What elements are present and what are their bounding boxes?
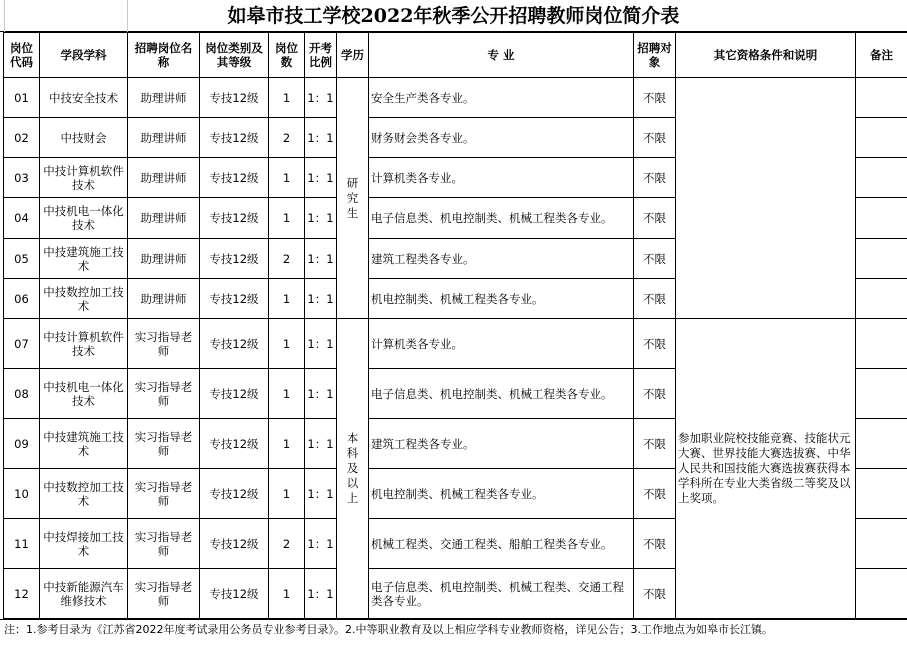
cell-ratio: 1：1 <box>305 319 337 369</box>
cell-subject: 中技计算机软件技术 <box>40 158 128 198</box>
cell-ratio: 1：1 <box>305 78 337 118</box>
cell-count: 1 <box>269 419 305 469</box>
cell-category: 专技12级 <box>200 118 269 158</box>
cell-category: 专技12级 <box>200 319 269 369</box>
cell-count: 1 <box>269 469 305 519</box>
cell-target: 不限 <box>634 158 676 198</box>
table-body <box>4 78 907 619</box>
cell-major: 计算机类各专业。 <box>369 319 634 369</box>
cell-count: 1 <box>269 198 305 239</box>
cell-remark <box>856 569 907 619</box>
cell-position: 助理讲师 <box>128 158 200 198</box>
cell-count: 2 <box>269 118 305 158</box>
header-ratio: 开考比例 <box>305 33 337 78</box>
cell-other-conditions <box>676 78 856 319</box>
table-row <box>4 319 907 369</box>
cell-category: 专技12级 <box>200 239 269 279</box>
cell-target: 不限 <box>634 78 676 118</box>
cell-subject: 中技建筑施工技术 <box>40 419 128 469</box>
cell-subject: 中技新能源汽车维修技术 <box>40 569 128 619</box>
cell-ratio: 1：1 <box>305 158 337 198</box>
cell-subject: 中技机电一体化技术 <box>40 198 128 239</box>
cell-major: 机械工程类、交通工程类、船舶工程类各专业。 <box>369 519 634 569</box>
cell-remark <box>856 78 907 118</box>
cell-subject: 中技数控加工技术 <box>40 279 128 319</box>
cell-other-conditions: 参加职业院校技能竞赛、技能状元大赛、世界技能大赛选拔赛、中华人民共和国技能大赛选拔赛获得本学科所在专业大类省级二等奖及以上奖项。 <box>676 319 856 619</box>
cell-position: 助理讲师 <box>128 279 200 319</box>
cell-target: 不限 <box>634 319 676 369</box>
cell-target: 不限 <box>634 198 676 239</box>
cell-ratio: 1：1 <box>305 419 337 469</box>
cell-education-group: 研究生 <box>337 78 369 319</box>
cell-count: 1 <box>269 279 305 319</box>
header-category: 岗位类别及其等级 <box>200 33 269 78</box>
cell-major: 建筑工程类各专业。 <box>369 419 634 469</box>
cell-remark <box>856 519 907 569</box>
cell-position: 助理讲师 <box>128 118 200 158</box>
cell-category: 专技12级 <box>200 158 269 198</box>
cell-remark <box>856 369 907 419</box>
cell-major: 安全生产类各专业。 <box>369 78 634 118</box>
cell-target: 不限 <box>634 469 676 519</box>
cell-remark <box>856 319 907 369</box>
header-remark: 备注 <box>856 33 907 78</box>
cell-position: 实习指导老师 <box>128 569 200 619</box>
cell-category: 专技12级 <box>200 198 269 239</box>
cell-remark <box>856 279 907 319</box>
cell-code: 11 <box>4 519 40 569</box>
cell-major: 电子信息类、机电控制类、机械工程类各专业。 <box>369 198 634 239</box>
cell-ratio: 1：1 <box>305 469 337 519</box>
cell-ratio: 1：1 <box>305 239 337 279</box>
cell-count: 2 <box>269 239 305 279</box>
cell-position: 实习指导老师 <box>128 319 200 369</box>
header-other: 其它资格条件和说明 <box>676 33 856 78</box>
cell-ratio: 1：1 <box>305 118 337 158</box>
cell-category: 专技12级 <box>200 369 269 419</box>
table-title: 如皋市技工学校2022年秋季公开招聘教师岗位简介表 <box>0 0 907 32</box>
cell-subject: 中技安全技术 <box>40 78 128 118</box>
cell-target: 不限 <box>634 419 676 469</box>
cell-category: 专技12级 <box>200 78 269 118</box>
cell-subject: 中技数控加工技术 <box>40 469 128 519</box>
cell-count: 2 <box>269 519 305 569</box>
header-code: 岗位代码 <box>4 33 40 78</box>
cell-code: 01 <box>4 78 40 118</box>
cell-position: 助理讲师 <box>128 198 200 239</box>
header-position: 招聘岗位名称 <box>128 33 200 78</box>
cell-target: 不限 <box>634 239 676 279</box>
footnote: 注：1.参考目录为《江苏省2022年度考试录用公务员专业参考目录》。2.中等职业教育及以上相应学科专业教师资格，详见公告；3.工作地点为如皋市长江镇。 <box>0 619 907 637</box>
cell-major: 电子信息类、机电控制类、机械工程类、交通工程类各专业。 <box>369 569 634 619</box>
cell-category: 专技12级 <box>200 419 269 469</box>
cell-count: 1 <box>269 369 305 419</box>
cell-ratio: 1：1 <box>305 198 337 239</box>
cell-target: 不限 <box>634 118 676 158</box>
cell-code: 03 <box>4 158 40 198</box>
cell-target: 不限 <box>634 279 676 319</box>
cell-code: 12 <box>4 569 40 619</box>
cell-code: 08 <box>4 369 40 419</box>
cell-major: 机电控制类、机械工程类各专业。 <box>369 469 634 519</box>
cell-category: 专技12级 <box>200 469 269 519</box>
header-education: 学历 <box>337 33 369 78</box>
cell-target: 不限 <box>634 519 676 569</box>
cell-major: 机电控制类、机械工程类各专业。 <box>369 279 634 319</box>
cell-category: 专技12级 <box>200 279 269 319</box>
cell-subject: 中技焊接加工技术 <box>40 519 128 569</box>
header-target: 招聘对象 <box>634 33 676 78</box>
cell-category: 专技12级 <box>200 519 269 569</box>
cell-subject: 中技机电一体化技术 <box>40 369 128 419</box>
cell-position: 实习指导老师 <box>128 369 200 419</box>
gridline <box>127 0 128 32</box>
cell-ratio: 1：1 <box>305 279 337 319</box>
cell-code: 05 <box>4 239 40 279</box>
cell-remark <box>856 118 907 158</box>
cell-code: 09 <box>4 419 40 469</box>
cell-subject: 中技计算机软件技术 <box>40 319 128 369</box>
cell-code: 06 <box>4 279 40 319</box>
cell-code: 07 <box>4 319 40 369</box>
cell-code: 10 <box>4 469 40 519</box>
cell-remark <box>856 419 907 469</box>
cell-position: 助理讲师 <box>128 239 200 279</box>
cell-target: 不限 <box>634 369 676 419</box>
cell-remark <box>856 198 907 239</box>
positions-table <box>3 32 907 619</box>
cell-code: 04 <box>4 198 40 239</box>
header-row <box>4 33 907 78</box>
cell-remark <box>856 469 907 519</box>
cell-remark <box>856 158 907 198</box>
cell-count: 1 <box>269 78 305 118</box>
cell-count: 1 <box>269 158 305 198</box>
cell-target: 不限 <box>634 569 676 619</box>
cell-position: 实习指导老师 <box>128 419 200 469</box>
table-row <box>4 78 907 118</box>
header-count: 岗位数 <box>269 33 305 78</box>
cell-major: 计算机类各专业。 <box>369 158 634 198</box>
gridline <box>4 0 5 32</box>
cell-code: 02 <box>4 118 40 158</box>
cell-count: 1 <box>269 319 305 369</box>
cell-category: 专技12级 <box>200 569 269 619</box>
cell-major: 建筑工程类各专业。 <box>369 239 634 279</box>
cell-position: 实习指导老师 <box>128 469 200 519</box>
cell-major: 财务财会类各专业。 <box>369 118 634 158</box>
cell-subject: 中技建筑施工技术 <box>40 239 128 279</box>
cell-ratio: 1：1 <box>305 519 337 569</box>
cell-remark <box>856 239 907 279</box>
cell-count: 1 <box>269 569 305 619</box>
cell-education-group: 本科及以上 <box>337 319 369 619</box>
cell-ratio: 1：1 <box>305 369 337 419</box>
cell-major: 电子信息类、机电控制类、机械工程类各专业。 <box>369 369 634 419</box>
cell-ratio: 1：1 <box>305 569 337 619</box>
cell-position: 助理讲师 <box>128 78 200 118</box>
header-subject: 学段学科 <box>40 33 128 78</box>
cell-subject: 中技财会 <box>40 118 128 158</box>
header-major: 专 业 <box>369 33 634 78</box>
cell-position: 实习指导老师 <box>128 519 200 569</box>
